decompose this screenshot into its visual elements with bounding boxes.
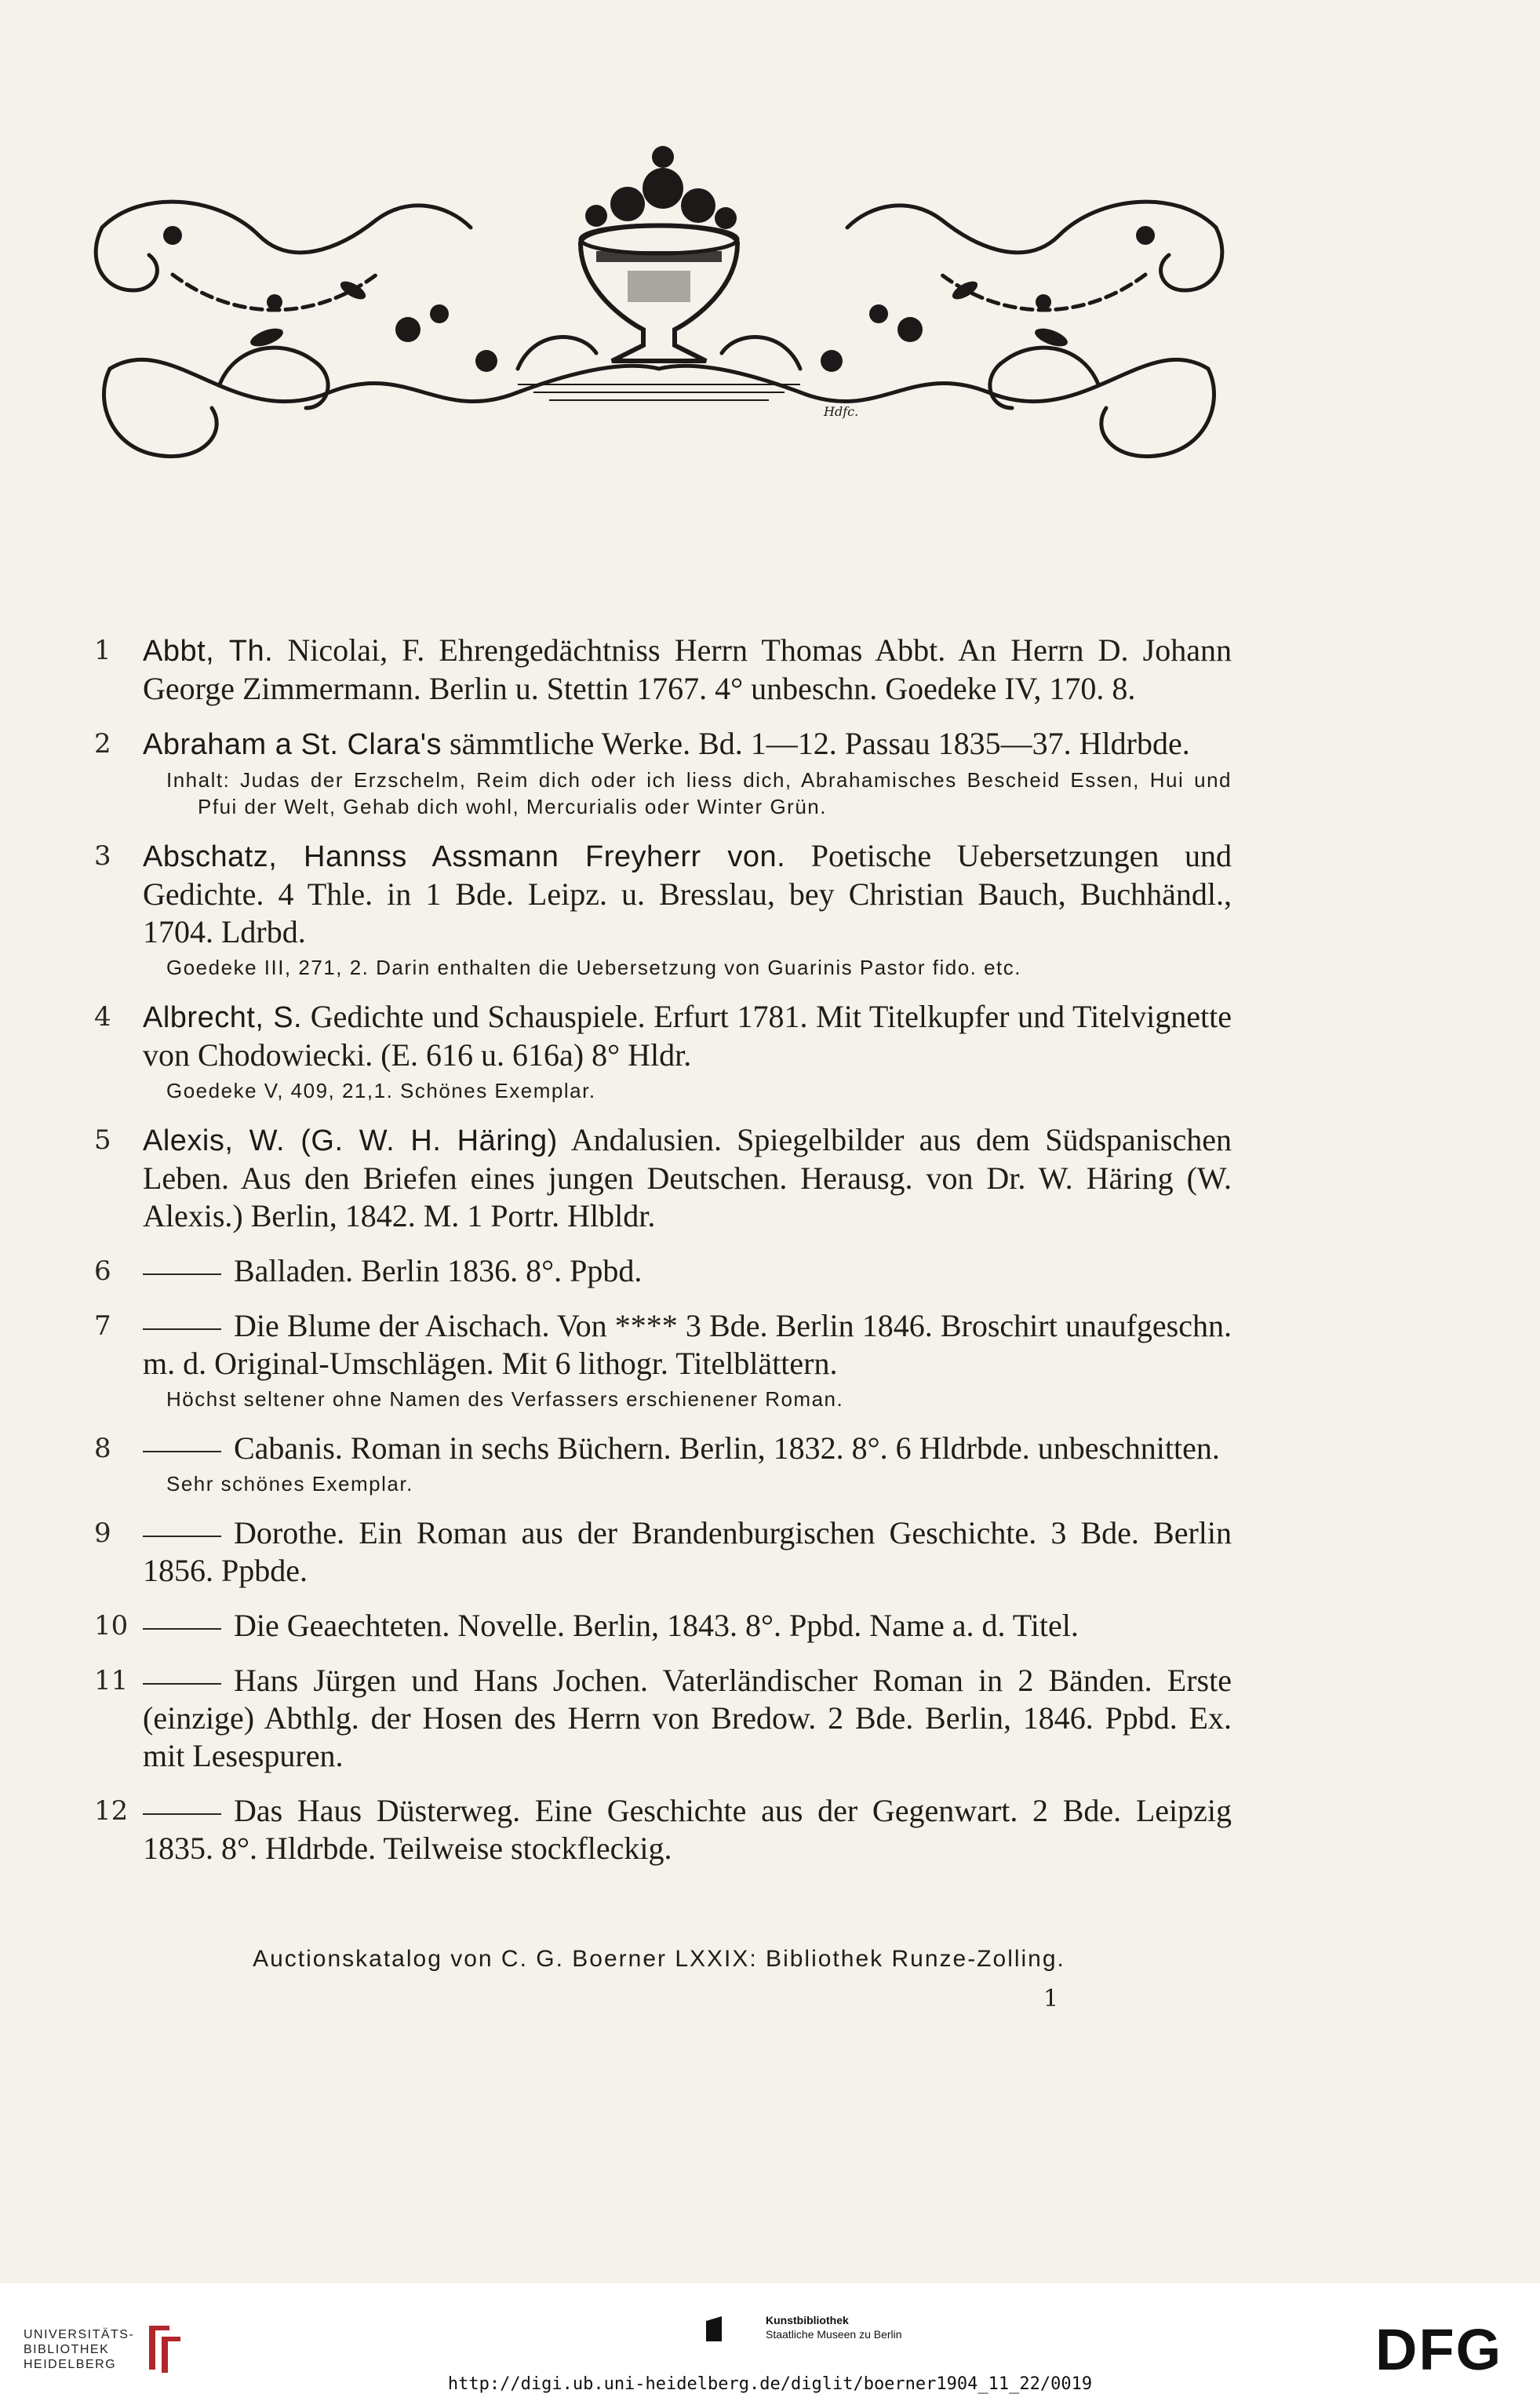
ditto-dash [143,1451,221,1452]
sheet-signature: 1 [1043,1985,1059,2013]
entry-note: Höchst seltener ohne Namen des Verfassers erschienener Roman. [166,1387,844,1411]
entry-note: Sehr schönes Exemplar. [166,1472,413,1496]
entry-number: 6 [94,1255,111,1287]
ub-heidelberg-logo-icon[interactable] [141,2321,185,2374]
ub-line: BIBLIOTHEK [24,2343,110,2356]
entry-number: 11 [94,1665,129,1696]
entry-number: 1 [94,635,111,666]
entry-note: Inhalt: Judas der Erzschelm, Reim dich oder ich liess dich, Abrahamisches Bescheid Essen, Hui und Pfui der Welt, Gehab dich wohl, Mercurialis oder Winter Grün. [166,768,1232,818]
catalog-entry [94,837,1232,981]
entry-text [143,1307,1232,1383]
entry-number: 4 [94,1001,111,1033]
entry-author: Abraham a St. Clara's [143,728,442,761]
ditto-dash [143,1813,221,1815]
entry-text [143,725,1232,763]
entry-number: 2 [94,728,111,760]
page-url[interactable]: http://digi.ub.uni-heidelberg.de/diglit/boerner1904_11_22/0019 [447,2374,1093,2394]
kb-name: Kunstbibliothek [766,2314,849,2326]
ditto-dash [143,1628,221,1630]
entry-description: Nicolai, F. Ehrengedächtniss Herrn Thomas Abbt. An Herrn D. Johann George Zimmermann. Berlin u. Stettin 1767. 4° unbeschn. Goedeke IV, 170. 8. [143,632,1232,706]
entry-number: 10 [94,1610,129,1641]
catalog-entry [94,1121,1232,1235]
catalog-entry [94,1252,1232,1290]
catalog-entry [94,1430,1232,1497]
catalog-entry [94,1307,1232,1412]
catalog-title: Auctionskatalog von C. G. Boerner LXXIX: Bibliothek Runze-Zolling. [253,1946,1065,1972]
entry-description: Dorothe. Ein Roman aus der Brandenburgischen Geschichte. 3 Bde. Berlin 1856. Ppbde. [143,1515,1232,1588]
kunstbibliothek-logo-icon[interactable] [703,2313,734,2345]
entry-description: Balladen. Berlin 1836. 8°. Ppbd. [234,1253,643,1288]
catalog-entry [94,1607,1232,1645]
entry-description: Das Haus Düsterweg. Eine Geschichte aus der Gegenwart. 2 Bde. Leipzig 1835. 8°. Hldrbde. Teilweise stockfleckig. [143,1793,1232,1866]
entry-description: Andalusien. Spiegelbilder aus dem Südspanischen Leben. Aus den Briefen eines jungen Deutschen. Herausg. von Dr. W. Häring (W. Alexis.) Berlin, 1842. M. 1 Portr. Hlbldr. [143,1122,1232,1233]
entry-text [143,1252,1232,1290]
entry-number: 3 [94,840,111,872]
entry-text [143,1662,1232,1775]
entry-text [143,1514,1232,1590]
entry-note: Goedeke V, 409, 21,1. Schönes Exemplar. [166,1079,596,1102]
catalog-entry [94,1514,1232,1590]
entry-description: Hans Jürgen und Hans Jochen. Vaterländischer Roman in 2 Bänden. Erste (einzige) Abthlg. der Hosen des Herrn von Bredow. 2 Bde. Berlin, 1846. Ppbd. Ex. mit Lesespuren. [143,1663,1232,1773]
entry-number: 12 [94,1795,129,1827]
engraver-signature: Hdfc. [824,404,859,419]
entry-text [143,1430,1232,1467]
catalog-entries [94,632,1232,1885]
kb-subtitle: Staatliche Museen zu Berlin [766,2328,902,2341]
entry-description: Cabanis. Roman in sechs Büchern. Berlin, 1832. 8°. 6 Hldrbde. unbeschnitten. [234,1430,1220,1466]
entry-text [143,632,1232,708]
dfg-logo[interactable]: DFG [1375,2317,1503,2382]
entry-author: Abbt, Th. [143,635,274,668]
catalog-entry [94,1792,1232,1867]
entry-description: Gedichte und Schauspiele. Erfurt 1781. Mit Titelkupfer und Titelvignette von Chodowiecki. (E. 616 u. 616a) 8° Hldr. [143,999,1232,1073]
entry-number: 8 [94,1433,111,1464]
catalog-entry [94,1662,1232,1775]
kunstbibliothek-label[interactable] [766,2313,902,2341]
entry-number: 5 [94,1124,111,1156]
ub-heidelberg-label[interactable] [24,2327,134,2372]
ditto-dash [143,1328,221,1330]
ditto-dash [143,1683,221,1685]
ditto-dash [143,1273,221,1275]
entry-description: Poetische Uebersetzungen und Gedichte. 4 Thle. in 1 Bde. Leipz. u. Bresslau, bey Christian Bauch, Buchhändl., 1704. Ldrbd. [143,838,1232,949]
catalog-entry [94,998,1232,1104]
entry-description: Die Blume der Aischach. Von **** 3 Bde. Berlin 1846. Broschirt unaufgeschn. m. d. Original-Umschlägen. Mit 6 lithogr. Titelblättern. [143,1308,1232,1381]
entry-number: 9 [94,1517,111,1549]
entry-note: Goedeke III, 271, 2. Darin enthalten die Uebersetzung von Guarinis Pastor fido. etc. [166,956,1022,979]
entry-description: sämmtliche Werke. Bd. 1—12. Passau 1835—37. Hldrbde. [450,726,1190,761]
entry-author: Alexis, W. (G. W. H. Häring) [143,1124,558,1157]
ub-line: HEIDELBERG [24,2358,117,2371]
entry-number: 7 [94,1310,111,1342]
entry-text [143,1121,1232,1235]
entry-text [143,1792,1232,1867]
entry-text [143,1607,1232,1645]
ub-line: UNIVERSITÄTS- [24,2328,135,2341]
entry-description: Die Geaechteten. Novelle. Berlin, 1843. 8°. Ppbd. Name a. d. Titel. [234,1608,1079,1643]
entry-author: Albrecht, S. [143,1001,303,1034]
catalog-entry [94,632,1232,708]
catalog-entry [94,725,1232,820]
ornamental-headpiece [78,133,1240,479]
ditto-dash [143,1536,221,1537]
entry-text [143,837,1232,951]
entry-author: Abschatz, Hannss Assmann Freyherr von. [143,840,786,873]
entry-text [143,998,1232,1074]
